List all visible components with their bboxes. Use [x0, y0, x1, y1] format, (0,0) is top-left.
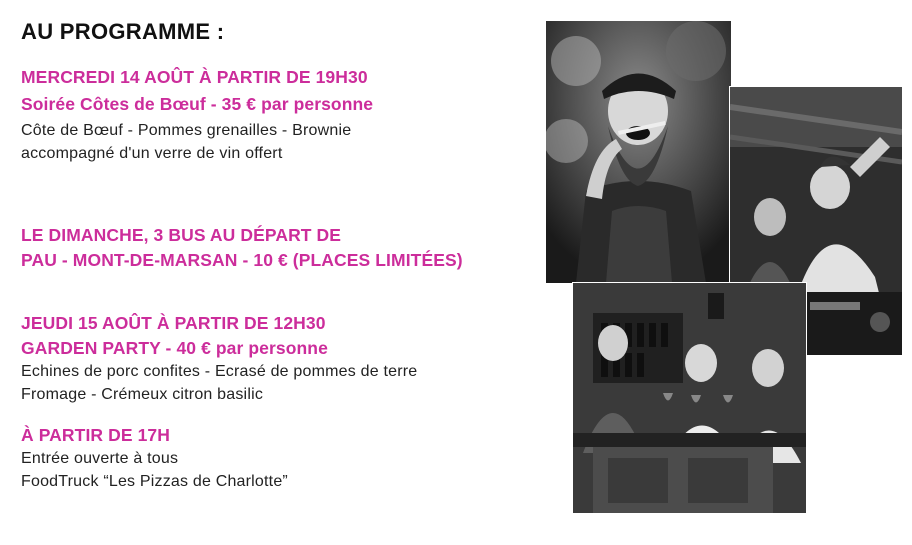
event2-menu-line-2: Fromage - Crémeux citron basilic: [21, 386, 264, 403]
event1-title: Soirée Côtes de Bœuf - 35 € par personne: [21, 94, 374, 114]
bus-line-2: PAU - MONT-DE-MARSAN - 10 € (PLACES LIMITÉES): [21, 250, 463, 270]
event3-line-2: FoodTruck “Les Pizzas de Charlotte”: [21, 473, 288, 490]
event1-menu-line-1: Côte de Bœuf - Pommes grenailles - Brownie: [21, 122, 352, 139]
bus-line-1: LE DIMANCHE, 3 BUS AU DÉPART DE: [21, 225, 342, 245]
event3-line-1: Entrée ouverte à tous: [21, 450, 179, 467]
event2-date: JEUDI 15 AOÛT À PARTIR DE 12H30: [21, 313, 326, 333]
bar-photo: [572, 282, 807, 514]
event2-menu-line-1: Echines de porc confites - Ecrasé de pommes de terre: [21, 363, 418, 380]
page-heading: AU PROGRAMME :: [21, 19, 225, 44]
event1-menu-line-2: accompagné d'un verre de vin offert: [21, 145, 283, 162]
event3-time: À PARTIR DE 17H: [21, 425, 170, 445]
event2-title: GARDEN PARTY - 40 € par personne: [21, 338, 328, 358]
event1-date: MERCREDI 14 AOÛT À PARTIR DE 19H30: [21, 67, 368, 87]
chef-photo: [545, 20, 732, 284]
